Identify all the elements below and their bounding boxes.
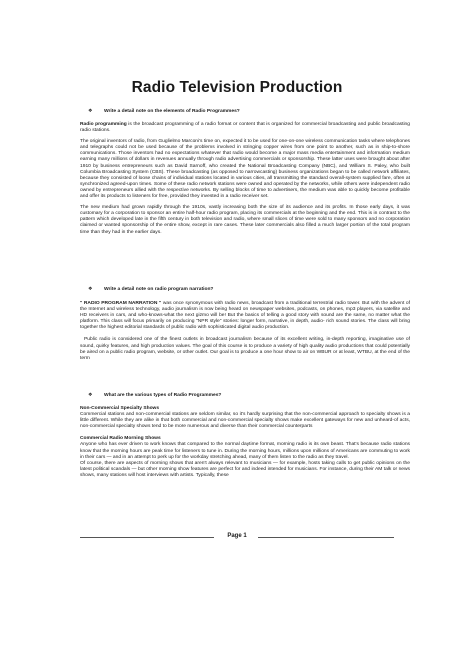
s3-paragraph-morning-shows: Anyone who has ever driven to work knows that compared to the normal daytime format, morning radio is its own beast. That's because radio stations know that the morning hours are peak time for listeners to tune in. During the morning hours, millions upon millions of Americans are commuting to work in their cars — and in an attempt to perk up for the workday stretching ahead, many of them listen to the radio as they travel. (80, 442, 410, 460)
s2-paragraph-2: Public radio is considered one of the finest outlets in broadcast journalism because of its excellent writing, in-depth reporting, imaginative use of sound, quirky features, and high production values. The goal of this course is to produce a variety of high quality audio productions that could potentially be aired on a public radio program, website, or other outlet. Our goal is to produce a one hour show to air on WBUR or at least, WTBU, at the end of the term (80, 337, 410, 361)
page-number: Page 1 (227, 533, 247, 539)
s3-heading-non-commercial: Non-Commercial Specialty Shows (80, 406, 160, 411)
question-1-text: Write a detail note on the elements of Radio Programmes? (104, 109, 240, 114)
s2-paragraph-1-text: was once synonymous with radio news, broadcast from a traditional terrestrial radio tower. But with the advent of the Internet and wireless technology, audio journalism is now being heard on newspaper websites, podcasts, on phones, mp3 players, via satellite and HD receivers in cars, and who-knows-what the next gizmo will be! But the basics of telling a good story with sound are the same, no matter what the platform. This class will focus primarily on producing "NPR style" stories: longer form, narrative, in depth, audio- rich sound stories. The class will bring together the highest editorial standards of public radio with sophisticated digital audio production. (80, 301, 411, 331)
footer-rule-left (80, 537, 214, 538)
diamond-bullet-icon: ❖ (88, 287, 93, 292)
s3-paragraph-non-commercial: Commercial stations and non-commercial stations are seldom similar, so it's hardly surprising that the non-commercial approach to specialty shows is a little different. While they are alike in that both commercial and non-commercial specialty shows make excellent gateways for new and unheard-of acts, non-commercial specialty shows tend to be more numerous and diverse than their commercial counterparts (80, 412, 410, 430)
diamond-bullet-icon: ❖ (88, 393, 93, 398)
s3-heading-morning-shows: Commercial Radio Morning Shows (80, 436, 161, 442)
s2-term: " RADIO PROGRAM NARRATION " (80, 301, 162, 306)
section-2 (80, 301, 410, 362)
section-3 (80, 406, 410, 479)
s1-term: Radio programming (80, 122, 127, 127)
s2-paragraph-1 (80, 301, 410, 331)
question-2 (80, 287, 410, 293)
footer-rule-right (258, 537, 394, 538)
s3-paragraph-morning-shows-2: Of course, there are aspects of morning shows that aren't always relevant to musicians — for example, hosts taking calls to get public opinions on the latest political scandals — but other morning show features are perfect for and indeed intended for musicians. For instance, during their AM talk or news shows, many stations will host interviews with artists. Typically, these (80, 460, 410, 478)
question-3 (80, 393, 410, 399)
diamond-bullet-icon: ❖ (88, 109, 93, 114)
section-1 (80, 122, 410, 236)
s1-paragraph-3: The new medium had grown rapidly through the 1910s, vastly increasing both the size of its audience and its profits. In those early days, it was customary for a corporation to sponsor an entire half-hour radio program, placing its commercials at the beginning and the end. This is in contrast to the pattern which developed late in the fifth century in both television and radio, where small slices of time were sold to many sponsors and no corporation claimed or wanted sponsorship of the entire show, except in rare cases. These later commercials also filled a much larger portion of the total program time than they had in the earlier days. (80, 205, 410, 235)
question-3-text: What are the various types of Radio Programmes? (104, 393, 222, 398)
question-1 (80, 109, 410, 115)
s1-paragraph-2: The original inventors of radio, from Guglielmo Marconi's time on, expected it to be used for one-on-one wireless communication tasks where telephones and telegraphs could not be used because of the problems involved in stringing copper wires from one point to another, such as in ship-to-shore communications. Those inventors had no expectations whatever that radio would become a major mass media entertainment and information medium earning many millions of dollars in revenues annually through radio advertising commercials or sponsorship. These latter uses were brought about after 1910 by business entrepreneurs such as David Sarnoff, who created the National Broadcasting Company (NBC), and William S. Paley, who built Columbia Broadcasting System (CBS). These broadcasting (as opposed to narrowcasting) business organizations began to be called network affiliates, because they consisted of loose chains of individual stations located in various cities, all transmitting the standard overall-system supplied fare, often at synchronized agreed-upon times. Some of these radio network stations were owned and operated by the networks, while others were independent radio owned by entrepreneurs allied with the respective networks. By selling blocks of time to advertisers, the medium was able to quickly become profitable and offer its products to listeners for free, provided they invested in a radio receiver set. (80, 139, 410, 200)
question-2-text: Write a detail note on radio program narration? (104, 287, 214, 292)
s1-paragraph-1 (80, 122, 410, 134)
page-title: Radio Television Production (131, 79, 343, 96)
s1-paragraph-1-text: is the broadcast programming of a radio format or content that is organized for commercial broadcasting and public broadcasting radio stations. (80, 122, 410, 134)
